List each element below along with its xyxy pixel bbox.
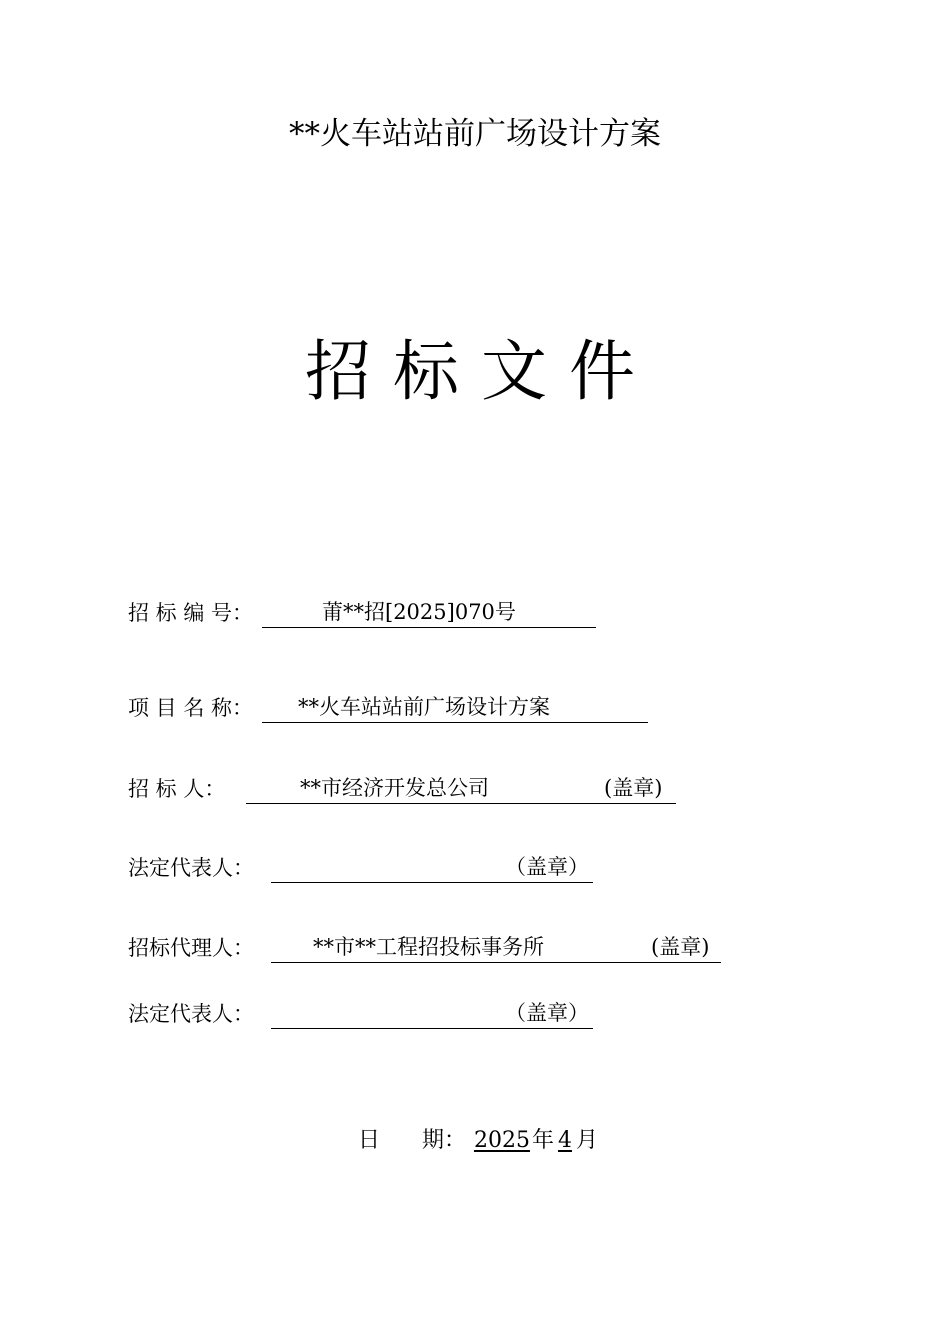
agent-row — [128, 932, 721, 963]
date-year-unit: 年 — [531, 1128, 554, 1153]
date-month-unit: 月 — [575, 1128, 598, 1153]
legal-rep-line-2 — [271, 998, 593, 1029]
legal-rep-row-2 — [128, 998, 593, 1029]
legal-rep-line-1 — [271, 852, 593, 883]
project-name-row — [128, 692, 648, 723]
agent-value: **市**工程招投标事务所 — [313, 935, 544, 959]
project-name-label: 项 目 名 称： — [128, 696, 254, 720]
project-name-line — [262, 692, 648, 723]
legal-rep-label-2: 法定代表人： — [128, 1002, 254, 1026]
legal-rep-seal-2: （盖章） — [505, 1001, 589, 1025]
date-year: 2025 — [473, 1128, 530, 1153]
tenderer-row — [128, 773, 676, 804]
tender-number-line — [262, 597, 596, 628]
tender-number-row — [128, 597, 596, 628]
legal-rep-label-1: 法定代表人： — [128, 856, 254, 880]
tender-number-value: 莆**招[2025]070号 — [322, 600, 516, 624]
document-title: 招标文件 — [305, 333, 657, 410]
agent-seal: (盖章) — [651, 935, 710, 959]
tenderer-value: **市经济开发总公司 — [300, 776, 489, 800]
project-name-value: **火车站站前广场设计方案 — [298, 695, 550, 719]
tenderer-label: 招 标 人： — [128, 777, 226, 801]
date-row — [358, 1126, 598, 1156]
tenderer-line — [246, 773, 676, 804]
tender-number-label: 招 标 编 号： — [128, 601, 254, 625]
agent-label: 招标代理人： — [128, 936, 254, 960]
legal-rep-seal-1: （盖章） — [505, 855, 589, 879]
agent-line — [271, 932, 721, 963]
tenderer-seal: (盖章) — [604, 776, 663, 800]
date-label: 日 期： — [358, 1128, 466, 1153]
document-subtitle: **火车站站前广场设计方案 — [289, 116, 661, 152]
date-month: 4 — [557, 1128, 572, 1153]
legal-rep-row-1 — [128, 852, 593, 883]
